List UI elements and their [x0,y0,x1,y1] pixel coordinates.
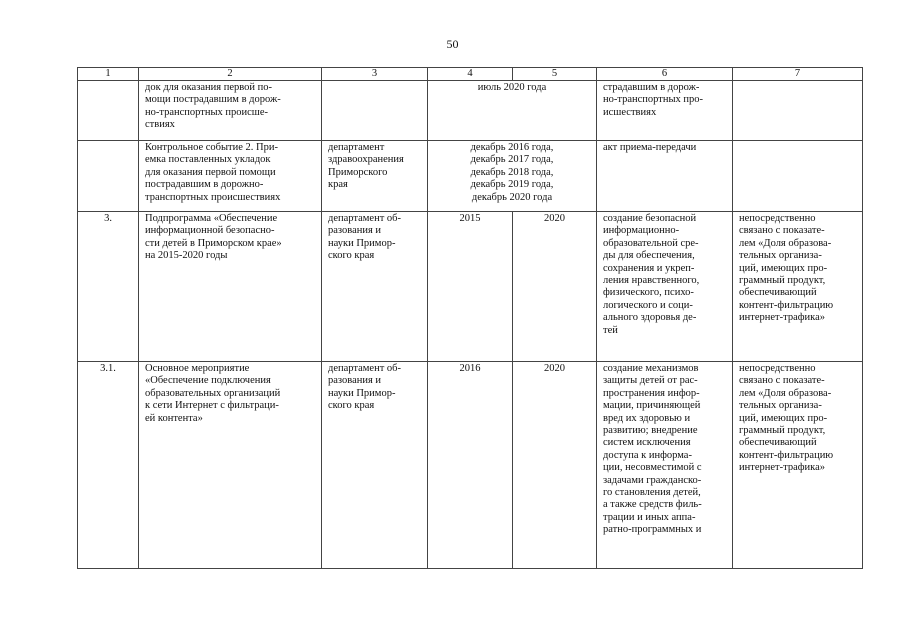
start-year-cell: 2016 [428,362,513,569]
responsible-cell: департамент об- разования и науки Примор- ского края [322,362,428,569]
result-cell: создание механизмов защиты детей от рас- пространения инфор- мации, причиняющей вред их здоровью и развитию; внедрение систем исключения доступа к информа- ции, несовместимой с задачами гражданско- го становления детей, а также средств филь- трации и иных аппа- ратно-программных и [597,362,733,569]
indicator-link-cell: непосредственно связано с показате- лем «Доля образова- тельных организа- ций, имеющих про- граммный продукт, обеспечивающий контент-фильтрацию интернет-трафика» [733,212,863,362]
header-cell-5: 5 [513,68,597,81]
row-number-cell: 3.1. [78,362,139,569]
measure-name-cell: Контрольное событие 2. При- емка поставленных укладок для оказания первой помощи пострадавшим в дорожно- транспортных происшествиях [139,141,322,212]
period-cell: июль 2020 года [428,81,597,141]
period-cell: декабрь 2016 года, декабрь 2017 года, декабрь 2018 года, декабрь 2019 года, декабрь 2020 года [428,141,597,212]
responsible-cell: департамент здравоохранения Приморского края [322,141,428,212]
result-cell: создание безопасной информационно- образовательной сре- ды для обеспечения, сохранения и укреп- ления нравственного, физического, психо- логического и соци- ального здоровья де- тей [597,212,733,362]
measures-table [77,67,863,569]
measure-name-cell: док для оказания первой по- мощи пострадавшим в дорож- но-транспортных происше- ствиях [139,81,322,141]
row-number-cell: 3. [78,212,139,362]
start-year-cell: 2015 [428,212,513,362]
table-row [78,362,863,569]
responsible-cell: департамент об- разования и науки Примор- ского края [322,212,428,362]
row-number-cell [78,81,139,141]
indicator-link-cell [733,141,863,212]
row-number-cell [78,141,139,212]
table-row [78,212,863,362]
header-cell-4: 4 [428,68,513,81]
header-cell-6: 6 [597,68,733,81]
header-cell-1: 1 [78,68,139,81]
page-number: 50 [446,37,459,51]
header-cell-2: 2 [139,68,322,81]
end-year-cell: 2020 [513,362,597,569]
indicator-link-cell [733,81,863,141]
header-cell-7: 7 [733,68,863,81]
result-cell: страдавшим в дорож- но-транспортных про- исшествиях [597,81,733,141]
measure-name-cell: Подпрограмма «Обеспечение информационной безопасно- сти детей в Приморском крае» на 2015-2020 годы [139,212,322,362]
table-row [78,81,863,141]
end-year-cell: 2020 [513,212,597,362]
header-row [78,68,863,81]
result-cell: акт приема-передачи [597,141,733,212]
measure-name-cell: Основное мероприятие «Обеспечение подключения образовательных организаций к сети Интернет с фильтраци- ей контента» [139,362,322,569]
table-row [78,141,863,212]
responsible-cell [322,81,428,141]
header-cell-3: 3 [322,68,428,81]
indicator-link-cell: непосредственно связано с показате- лем «Доля образова- тельных организа- ций, имеющих про- граммный продукт, обеспечивающий контент-фильтрацию интернет-трафика» [733,362,863,569]
